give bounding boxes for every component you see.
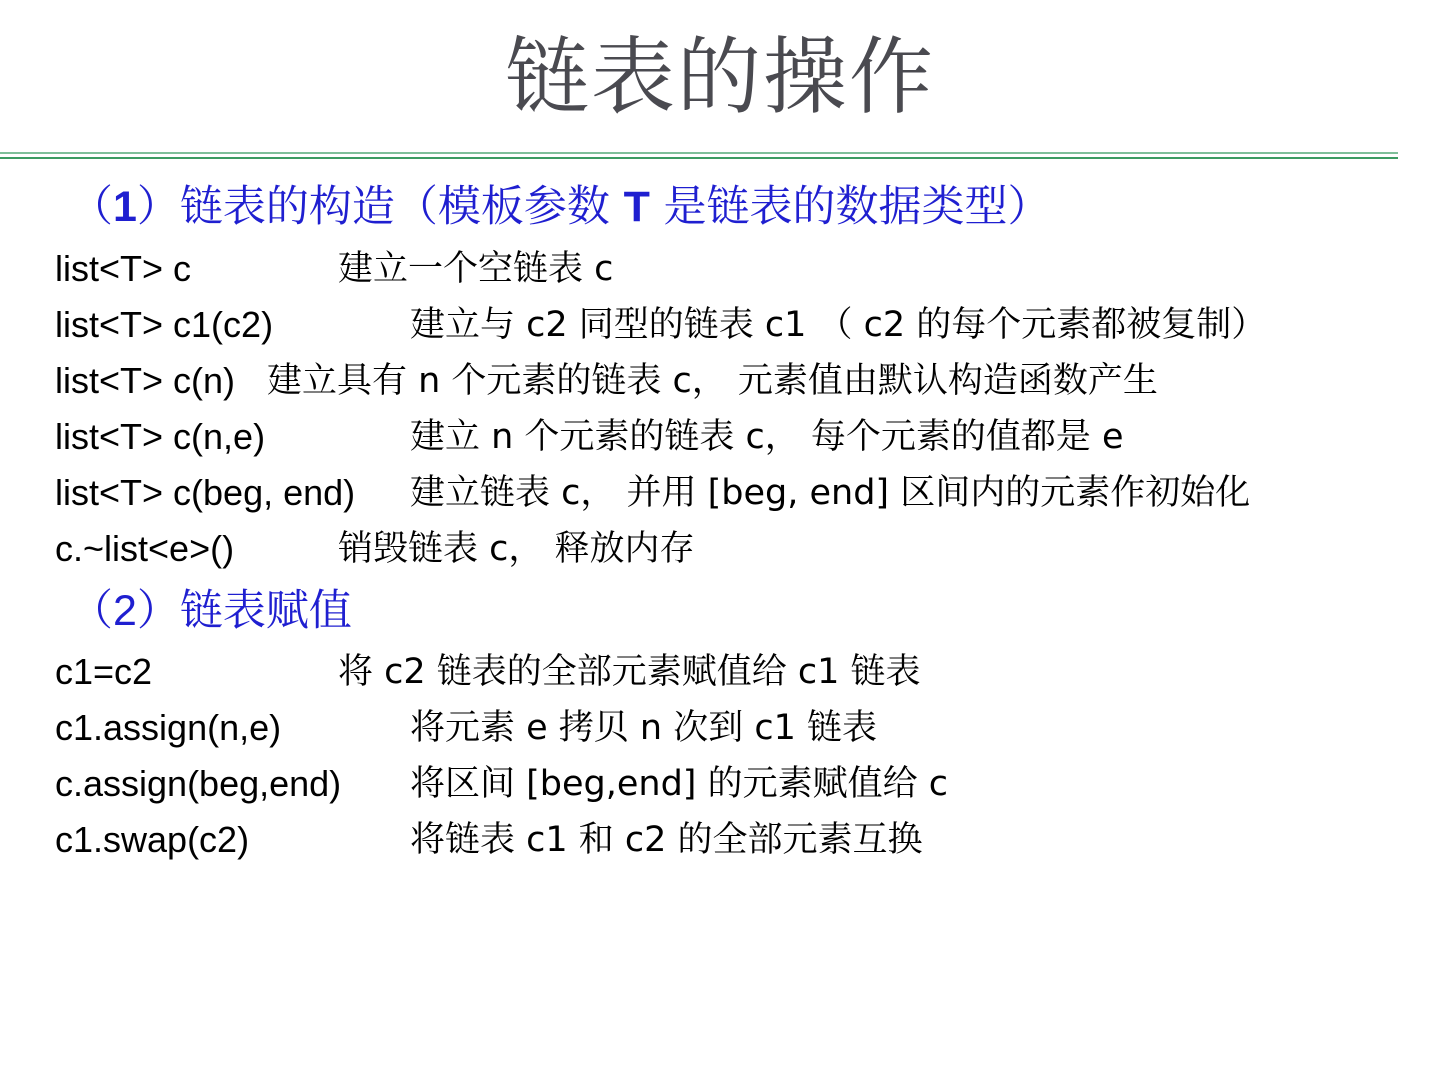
code-description: 销毁链表 c， 释放内存 <box>338 529 695 569</box>
code-signature: list<T> c1(c2) <box>55 304 274 345</box>
section-heading-assign <box>70 584 352 638</box>
heading-text: ）链表的构造（模板参数 <box>136 182 624 232</box>
code-signature: list<T> c(beg, end) <box>55 472 356 513</box>
code-signature: list<T> c(n) <box>55 360 236 401</box>
heading-prefix: （ <box>70 586 113 636</box>
code-description: 建立链表 c， 并用 [beg, end] 区间内的元素作初始化 <box>410 473 1251 513</box>
title-divider-light <box>0 152 1398 154</box>
heading-text-end: 是链表的数据类型） <box>649 182 1051 232</box>
heading-number: 1 <box>113 183 137 231</box>
heading-text: ）链表赋值 <box>136 586 352 636</box>
code-description: 建立 n 个元素的链表 c， 每个元素的值都是 e <box>410 417 1124 457</box>
code-description: 将区间 [beg,end] 的元素赋值给 c <box>410 764 948 804</box>
heading-prefix: （ <box>70 182 113 232</box>
slide-title: 链表的操作 <box>504 28 935 126</box>
code-description: 建立具有 n 个元素的链表 c， 元素值由默认构造函数产生 <box>267 361 1158 401</box>
code-signature: list<T> c(n,e) <box>55 416 266 457</box>
code-signature: c.assign(beg,end) <box>55 763 342 804</box>
code-description: 将链表 c1 和 c2 的全部元素互换 <box>410 820 923 860</box>
code-description: 建立一个空链表 c <box>338 249 614 289</box>
code-description: 将元素 e 拷贝 n 次到 c1 链表 <box>410 708 877 748</box>
code-description: 建立与 c2 同型的链表 c1 （ c2 的每个元素都被复制） <box>410 305 1267 345</box>
heading-param: T <box>623 183 650 231</box>
code-signature: c1=c2 <box>55 651 153 692</box>
code-description: 将 c2 链表的全部元素赋值给 c1 链表 <box>338 652 921 692</box>
code-signature: c.~list<e>() <box>55 528 235 569</box>
title-divider-dark <box>0 157 1398 159</box>
code-signature: list<T> c <box>55 248 192 289</box>
heading-number: 2 <box>113 587 137 635</box>
code-signature: c1.assign(n,e) <box>55 707 282 748</box>
section-heading-construct <box>70 180 1051 234</box>
code-signature: c1.swap(c2) <box>55 819 250 860</box>
